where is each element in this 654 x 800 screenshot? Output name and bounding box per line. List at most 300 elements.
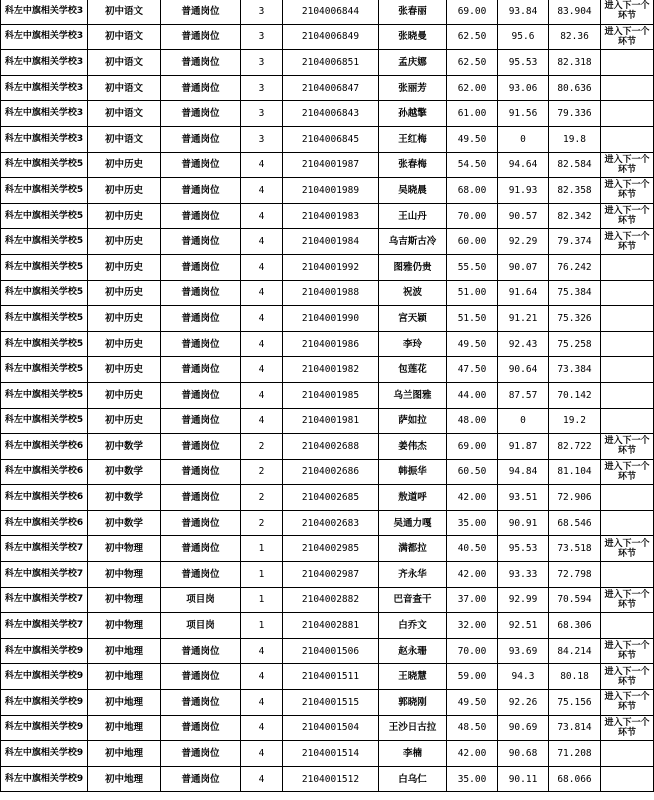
cell-school: 科左中旗相关学校5 [1, 229, 88, 255]
cell-subject: 初中语文 [88, 101, 161, 127]
cell-subject: 初中历史 [88, 306, 161, 332]
cell-post: 普通岗位 [161, 715, 241, 741]
cell-post: 普通岗位 [161, 562, 241, 588]
cell-post: 普通岗位 [161, 203, 241, 229]
cell-status-note: 进入下一个环节 [601, 459, 654, 485]
cell-name: 白乔文 [379, 613, 447, 639]
cell-count: 3 [241, 0, 283, 24]
cell-interview-score: 93.33 [498, 562, 549, 588]
cell-written-score: 61.00 [447, 101, 498, 127]
cell-school: 科左中旗相关学校5 [1, 306, 88, 332]
cell-exam-id: 2104001511 [283, 664, 379, 690]
cell-name: 张晓曼 [379, 24, 447, 50]
cell-written-score: 69.00 [447, 0, 498, 24]
cell-subject: 初中语文 [88, 24, 161, 50]
cell-written-score: 60.00 [447, 229, 498, 255]
cell-interview-score: 0 [498, 408, 549, 434]
cell-name: 萨如拉 [379, 408, 447, 434]
cell-total-score: 83.904 [549, 0, 601, 24]
table-row [1, 741, 654, 767]
cell-exam-id: 2104001987 [283, 152, 379, 178]
cell-written-score: 59.00 [447, 664, 498, 690]
table-row [1, 536, 654, 562]
cell-name: 韩振华 [379, 459, 447, 485]
cell-count: 4 [241, 178, 283, 204]
table-row [1, 126, 654, 152]
table-row [1, 459, 654, 485]
cell-interview-score: 90.91 [498, 510, 549, 536]
cell-count: 3 [241, 75, 283, 101]
cell-written-score: 62.50 [447, 50, 498, 76]
cell-subject: 初中语文 [88, 0, 161, 24]
cell-school: 科左中旗相关学校3 [1, 126, 88, 152]
cell-status-note: 进入下一个环节 [601, 203, 654, 229]
cell-total-score: 82.342 [549, 203, 601, 229]
cell-status-note [601, 331, 654, 357]
cell-subject: 初中历史 [88, 229, 161, 255]
cell-written-score: 68.00 [447, 178, 498, 204]
cell-post: 项目岗 [161, 613, 241, 639]
cell-count: 1 [241, 562, 283, 588]
cell-name: 张春丽 [379, 0, 447, 24]
cell-written-score: 42.00 [447, 562, 498, 588]
table-row [1, 408, 654, 434]
cell-count: 3 [241, 24, 283, 50]
cell-exam-id: 2104001988 [283, 280, 379, 306]
cell-post: 普通岗位 [161, 638, 241, 664]
cell-count: 4 [241, 152, 283, 178]
cell-written-score: 51.00 [447, 280, 498, 306]
cell-status-note [601, 741, 654, 767]
table-row [1, 152, 654, 178]
cell-name: 敖道呼 [379, 485, 447, 511]
table-row [1, 101, 654, 127]
cell-post: 普通岗位 [161, 510, 241, 536]
cell-status-note: 进入下一个环节 [601, 24, 654, 50]
table-row [1, 24, 654, 50]
cell-exam-id: 2104002882 [283, 587, 379, 613]
cell-count: 4 [241, 203, 283, 229]
cell-count: 3 [241, 50, 283, 76]
cell-school: 科左中旗相关学校3 [1, 50, 88, 76]
cell-school: 科左中旗相关学校3 [1, 0, 88, 24]
cell-total-score: 79.336 [549, 101, 601, 127]
cell-post: 普通岗位 [161, 357, 241, 383]
cell-status-note: 进入下一个环节 [601, 229, 654, 255]
cell-status-note: 进入下一个环节 [601, 434, 654, 460]
cell-post: 普通岗位 [161, 664, 241, 690]
cell-name: 包莲花 [379, 357, 447, 383]
cell-subject: 初中数学 [88, 459, 161, 485]
cell-exam-id: 2104001515 [283, 690, 379, 716]
cell-name: 吴通力嘎 [379, 510, 447, 536]
table-row [1, 254, 654, 280]
cell-name: 乌兰图雅 [379, 382, 447, 408]
table-row [1, 331, 654, 357]
cell-post: 普通岗位 [161, 75, 241, 101]
cell-subject: 初中数学 [88, 510, 161, 536]
cell-count: 4 [241, 690, 283, 716]
cell-post: 普通岗位 [161, 536, 241, 562]
cell-written-score: 35.00 [447, 766, 498, 792]
cell-exam-id: 2104002987 [283, 562, 379, 588]
cell-count: 1 [241, 613, 283, 639]
cell-total-score: 75.258 [549, 331, 601, 357]
cell-post: 普通岗位 [161, 459, 241, 485]
cell-subject: 初中语文 [88, 126, 161, 152]
cell-name: 吴晓晨 [379, 178, 447, 204]
cell-count: 4 [241, 357, 283, 383]
cell-total-score: 82.318 [549, 50, 601, 76]
cell-status-note [601, 75, 654, 101]
cell-count: 4 [241, 638, 283, 664]
cell-total-score: 82.722 [549, 434, 601, 460]
cell-name: 乌吉斯古冷 [379, 229, 447, 255]
cell-status-note [601, 510, 654, 536]
cell-school: 科左中旗相关学校6 [1, 485, 88, 511]
cell-total-score: 71.208 [549, 741, 601, 767]
table-row [1, 562, 654, 588]
table-row [1, 75, 654, 101]
cell-total-score: 19.2 [549, 408, 601, 434]
cell-subject: 初中数学 [88, 485, 161, 511]
cell-count: 4 [241, 741, 283, 767]
cell-exam-id: 2104001982 [283, 357, 379, 383]
cell-interview-score: 93.84 [498, 0, 549, 24]
table-row [1, 280, 654, 306]
table-row [1, 690, 654, 716]
cell-school: 科左中旗相关学校3 [1, 101, 88, 127]
cell-name: 郭晓刚 [379, 690, 447, 716]
cell-count: 2 [241, 434, 283, 460]
cell-total-score: 75.326 [549, 306, 601, 332]
cell-subject: 初中历史 [88, 357, 161, 383]
cell-count: 3 [241, 101, 283, 127]
cell-school: 科左中旗相关学校9 [1, 766, 88, 792]
cell-written-score: 42.00 [447, 485, 498, 511]
cell-interview-score: 95.53 [498, 536, 549, 562]
cell-status-note: 进入下一个环节 [601, 638, 654, 664]
cell-interview-score: 93.06 [498, 75, 549, 101]
cell-total-score: 80.636 [549, 75, 601, 101]
cell-status-note: 进入下一个环节 [601, 690, 654, 716]
cell-post: 普通岗位 [161, 0, 241, 24]
cell-post: 普通岗位 [161, 280, 241, 306]
cell-status-note [601, 101, 654, 127]
cell-exam-id: 2104001504 [283, 715, 379, 741]
cell-exam-id: 2104001992 [283, 254, 379, 280]
cell-post: 普通岗位 [161, 331, 241, 357]
cell-subject: 初中历史 [88, 280, 161, 306]
cell-exam-id: 2104001514 [283, 741, 379, 767]
cell-status-note [601, 126, 654, 152]
table-row [1, 229, 654, 255]
cell-subject: 初中物理 [88, 613, 161, 639]
cell-count: 1 [241, 587, 283, 613]
cell-name: 孟庆娜 [379, 50, 447, 76]
cell-name: 王山丹 [379, 203, 447, 229]
cell-count: 3 [241, 126, 283, 152]
cell-count: 4 [241, 382, 283, 408]
cell-exam-id: 2104002686 [283, 459, 379, 485]
cell-interview-score: 92.51 [498, 613, 549, 639]
cell-school: 科左中旗相关学校7 [1, 562, 88, 588]
cell-total-score: 81.104 [549, 459, 601, 485]
cell-school: 科左中旗相关学校3 [1, 24, 88, 50]
cell-total-score: 68.306 [549, 613, 601, 639]
cell-school: 科左中旗相关学校5 [1, 178, 88, 204]
cell-school: 科左中旗相关学校6 [1, 459, 88, 485]
cell-status-note: 进入下一个环节 [601, 178, 654, 204]
cell-school: 科左中旗相关学校6 [1, 434, 88, 460]
cell-exam-id: 2104001983 [283, 203, 379, 229]
cell-school: 科左中旗相关学校7 [1, 613, 88, 639]
cell-status-note [601, 408, 654, 434]
cell-exam-id: 2104006847 [283, 75, 379, 101]
cell-count: 4 [241, 229, 283, 255]
cell-count: 4 [241, 408, 283, 434]
cell-post: 普通岗位 [161, 434, 241, 460]
cell-name: 张丽芳 [379, 75, 447, 101]
cell-name: 王晓慧 [379, 664, 447, 690]
cell-exam-id: 2104001985 [283, 382, 379, 408]
cell-name: 巴音查干 [379, 587, 447, 613]
cell-total-score: 73.518 [549, 536, 601, 562]
table-row [1, 587, 654, 613]
cell-interview-score: 94.64 [498, 152, 549, 178]
cell-status-note [601, 50, 654, 76]
table-row [1, 50, 654, 76]
cell-total-score: 68.546 [549, 510, 601, 536]
table-row [1, 638, 654, 664]
table-body [1, 0, 654, 792]
cell-exam-id: 2104006843 [283, 101, 379, 127]
cell-subject: 初中地理 [88, 664, 161, 690]
cell-name: 赵永珊 [379, 638, 447, 664]
cell-written-score: 54.50 [447, 152, 498, 178]
cell-post: 普通岗位 [161, 254, 241, 280]
cell-total-score: 84.214 [549, 638, 601, 664]
cell-count: 1 [241, 536, 283, 562]
table-row [1, 203, 654, 229]
cell-interview-score: 95.53 [498, 50, 549, 76]
cell-written-score: 49.50 [447, 690, 498, 716]
cell-post: 普通岗位 [161, 24, 241, 50]
cell-post: 普通岗位 [161, 766, 241, 792]
cell-school: 科左中旗相关学校5 [1, 408, 88, 434]
cell-post: 普通岗位 [161, 485, 241, 511]
cell-exam-id: 2104001989 [283, 178, 379, 204]
cell-total-score: 79.374 [549, 229, 601, 255]
cell-status-note [601, 280, 654, 306]
cell-subject: 初中语文 [88, 75, 161, 101]
table-row [1, 306, 654, 332]
cell-status-note [601, 613, 654, 639]
cell-count: 4 [241, 306, 283, 332]
cell-school: 科左中旗相关学校9 [1, 715, 88, 741]
cell-subject: 初中地理 [88, 741, 161, 767]
cell-interview-score: 91.21 [498, 306, 549, 332]
cell-name: 王红梅 [379, 126, 447, 152]
table-row [1, 434, 654, 460]
cell-status-note [601, 306, 654, 332]
cell-subject: 初中数学 [88, 434, 161, 460]
cell-name: 宫天颖 [379, 306, 447, 332]
cell-interview-score: 91.64 [498, 280, 549, 306]
cell-status-note: 进入下一个环节 [601, 536, 654, 562]
cell-school: 科左中旗相关学校9 [1, 638, 88, 664]
cell-count: 4 [241, 280, 283, 306]
cell-school: 科左中旗相关学校9 [1, 741, 88, 767]
cell-interview-score: 90.69 [498, 715, 549, 741]
cell-subject: 初中语文 [88, 50, 161, 76]
cell-subject: 初中地理 [88, 766, 161, 792]
table-row [1, 178, 654, 204]
cell-post: 普通岗位 [161, 382, 241, 408]
cell-exam-id: 2104001984 [283, 229, 379, 255]
cell-interview-score: 95.6 [498, 24, 549, 50]
cell-exam-id: 2104002881 [283, 613, 379, 639]
cell-written-score: 48.50 [447, 715, 498, 741]
cell-name: 孙越擎 [379, 101, 447, 127]
cell-status-note: 进入下一个环节 [601, 0, 654, 24]
cell-status-note [601, 357, 654, 383]
cell-total-score: 72.798 [549, 562, 601, 588]
cell-exam-id: 2104006844 [283, 0, 379, 24]
cell-exam-id: 2104002985 [283, 536, 379, 562]
cell-total-score: 82.584 [549, 152, 601, 178]
cell-interview-score: 0 [498, 126, 549, 152]
cell-total-score: 76.242 [549, 254, 601, 280]
table-row [1, 664, 654, 690]
cell-school: 科左中旗相关学校9 [1, 690, 88, 716]
cell-post: 普通岗位 [161, 741, 241, 767]
cell-post: 普通岗位 [161, 126, 241, 152]
cell-subject: 初中物理 [88, 562, 161, 588]
cell-subject: 初中历史 [88, 178, 161, 204]
cell-interview-score: 94.84 [498, 459, 549, 485]
cell-status-note [601, 562, 654, 588]
cell-status-note: 进入下一个环节 [601, 587, 654, 613]
cell-exam-id: 2104006849 [283, 24, 379, 50]
cell-status-note [601, 766, 654, 792]
cell-count: 4 [241, 331, 283, 357]
cell-exam-id: 2104006851 [283, 50, 379, 76]
cell-exam-id: 2104002683 [283, 510, 379, 536]
cell-status-note: 进入下一个环节 [601, 152, 654, 178]
table-row [1, 382, 654, 408]
cell-total-score: 73.384 [549, 357, 601, 383]
cell-written-score: 70.00 [447, 203, 498, 229]
cell-written-score: 47.50 [447, 357, 498, 383]
cell-interview-score: 92.29 [498, 229, 549, 255]
cell-post: 普通岗位 [161, 101, 241, 127]
cell-exam-id: 2104006845 [283, 126, 379, 152]
cell-school: 科左中旗相关学校5 [1, 331, 88, 357]
cell-school: 科左中旗相关学校5 [1, 280, 88, 306]
table-row [1, 613, 654, 639]
cell-interview-score: 91.56 [498, 101, 549, 127]
table-row [1, 357, 654, 383]
cell-school: 科左中旗相关学校9 [1, 664, 88, 690]
cell-total-score: 70.594 [549, 587, 601, 613]
cell-name: 图雅仍贵 [379, 254, 447, 280]
cell-subject: 初中历史 [88, 203, 161, 229]
cell-subject: 初中物理 [88, 536, 161, 562]
cell-exam-id: 2104001512 [283, 766, 379, 792]
cell-written-score: 40.50 [447, 536, 498, 562]
cell-interview-score: 90.68 [498, 741, 549, 767]
cell-exam-id: 2104001990 [283, 306, 379, 332]
cell-post: 项目岗 [161, 587, 241, 613]
cell-written-score: 32.00 [447, 613, 498, 639]
cell-total-score: 68.066 [549, 766, 601, 792]
cell-written-score: 55.50 [447, 254, 498, 280]
cell-written-score: 62.50 [447, 24, 498, 50]
cell-exam-id: 2104001986 [283, 331, 379, 357]
cell-subject: 初中历史 [88, 382, 161, 408]
cell-interview-score: 90.57 [498, 203, 549, 229]
table-row [1, 510, 654, 536]
table-row [1, 766, 654, 792]
cell-post: 普通岗位 [161, 229, 241, 255]
cell-interview-score: 91.87 [498, 434, 549, 460]
cell-name: 祝波 [379, 280, 447, 306]
cell-total-score: 82.358 [549, 178, 601, 204]
cell-exam-id: 2104001981 [283, 408, 379, 434]
cell-interview-score: 90.11 [498, 766, 549, 792]
cell-school: 科左中旗相关学校7 [1, 587, 88, 613]
cell-interview-score: 92.43 [498, 331, 549, 357]
cell-interview-score: 93.69 [498, 638, 549, 664]
cell-status-note [601, 382, 654, 408]
cell-post: 普通岗位 [161, 408, 241, 434]
cell-total-score: 75.156 [549, 690, 601, 716]
cell-total-score: 73.814 [549, 715, 601, 741]
cell-written-score: 48.00 [447, 408, 498, 434]
cell-status-note: 进入下一个环节 [601, 664, 654, 690]
table-row [1, 485, 654, 511]
cell-subject: 初中历史 [88, 254, 161, 280]
cell-interview-score: 94.3 [498, 664, 549, 690]
cell-post: 普通岗位 [161, 50, 241, 76]
cell-count: 4 [241, 254, 283, 280]
cell-status-note [601, 254, 654, 280]
cell-interview-score: 90.64 [498, 357, 549, 383]
cell-subject: 初中地理 [88, 638, 161, 664]
cell-name: 张春梅 [379, 152, 447, 178]
table-row [1, 715, 654, 741]
cell-written-score: 42.00 [447, 741, 498, 767]
cell-interview-score: 93.51 [498, 485, 549, 511]
cell-written-score: 69.00 [447, 434, 498, 460]
cell-school: 科左中旗相关学校5 [1, 357, 88, 383]
cell-written-score: 35.00 [447, 510, 498, 536]
cell-written-score: 44.00 [447, 382, 498, 408]
cell-total-score: 82.36 [549, 24, 601, 50]
cell-post: 普通岗位 [161, 306, 241, 332]
cell-school: 科左中旗相关学校5 [1, 254, 88, 280]
cell-name: 王沙日古拉 [379, 715, 447, 741]
cell-count: 4 [241, 664, 283, 690]
cell-interview-score: 91.93 [498, 178, 549, 204]
cell-subject: 初中物理 [88, 587, 161, 613]
cell-interview-score: 87.57 [498, 382, 549, 408]
cell-written-score: 49.50 [447, 331, 498, 357]
cell-subject: 初中地理 [88, 690, 161, 716]
cell-interview-score: 92.99 [498, 587, 549, 613]
cell-written-score: 62.00 [447, 75, 498, 101]
